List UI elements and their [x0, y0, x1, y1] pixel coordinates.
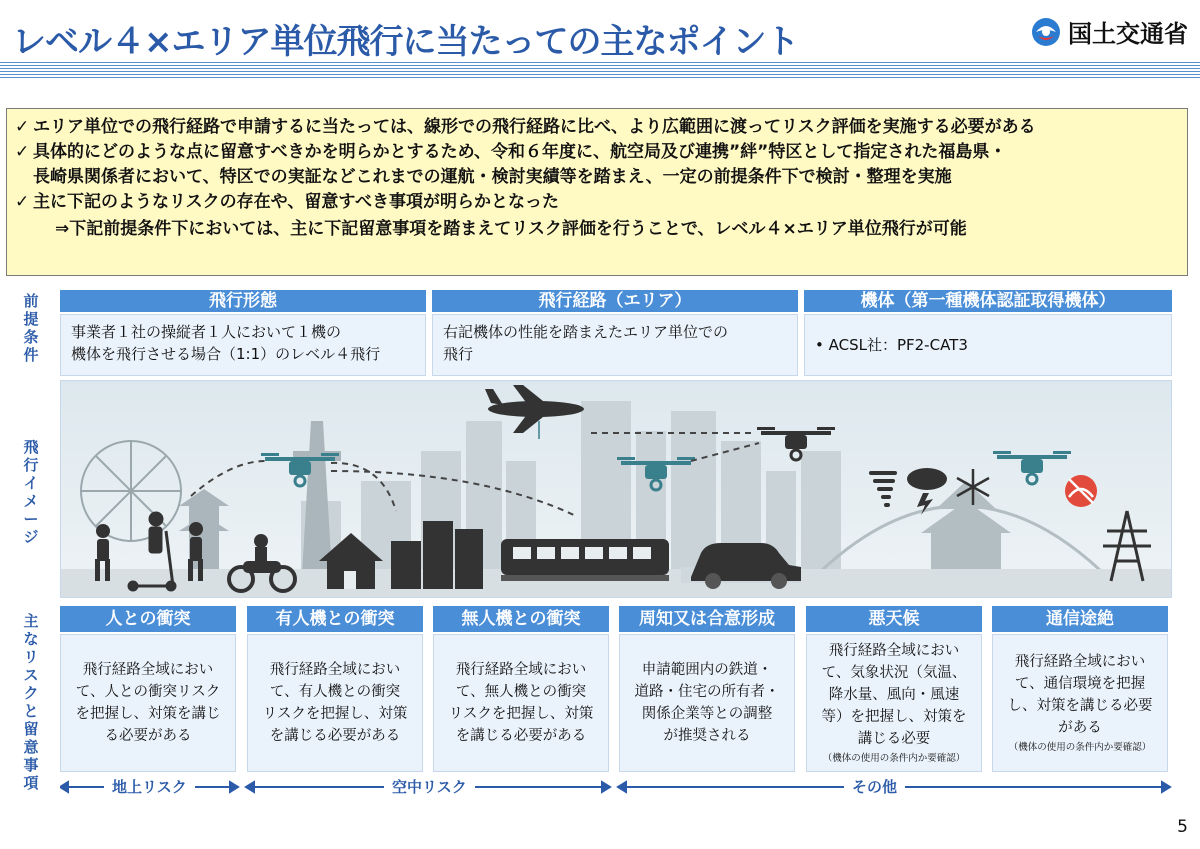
- summary-point-continuation: 長崎県関係者において、特区での実証などこれまでの運航・検討実績等を踏まえ、一定の前提条件下で検討・整理を実施: [33, 167, 952, 187]
- signal-lost-icon: [1065, 475, 1097, 507]
- condition-title-flight-mode: 飛行形態: [60, 290, 426, 312]
- category-label-air: 空中リスク: [384, 776, 475, 797]
- summary-point: ✓ 主に下記のようなリスクの存在や、留意すべき事項が明らかとなった: [15, 190, 1179, 215]
- condition-body-flight-route: 右記機体の性能を踏まえたエリア単位での 飛行: [432, 314, 798, 376]
- risk-note: （機体の使用の条件内か要確認）: [822, 753, 966, 764]
- flight-image-illustration: [60, 380, 1172, 598]
- flight-scene-svg: [61, 381, 1172, 598]
- risk-title-bad-weather: 悪天候: [806, 606, 982, 632]
- ministry-name: 国土交通省: [1068, 20, 1188, 48]
- condition-body-flight-mode: 事業者１社の操縦者１人において１機の 機体を飛行させる場合（1:1）のレベル４飛行: [60, 314, 426, 376]
- summary-box: [6, 108, 1188, 276]
- category-arrows: [60, 778, 1172, 796]
- risk-note: （機体の使用の条件内か要確認）: [1008, 742, 1152, 753]
- tornado-icon: [869, 471, 897, 507]
- side-label-image: 飛行イメージ: [23, 438, 39, 546]
- risk-body-people: 飛行経路全域におい て、人との衝突リスク を把握し、対策を講じ る必要がある: [60, 634, 236, 772]
- check-icon: ✓: [15, 117, 30, 137]
- condition-body-aircraft: • ACSL社：PF2-CAT3: [804, 314, 1172, 376]
- ferris-wheel-icon: [81, 441, 181, 541]
- risk-body-manned-aircraft: 飛行経路全域におい て、有人機との衝突 リスクを把握し、対策 を講じる必要がある: [247, 634, 423, 772]
- summary-point: ✓ エリア単位での飛行経路で申請するに当たっては、線形での飛行経路に比べ、より広範囲に渡ってリスク評価を実施する必要がある: [15, 115, 1179, 140]
- page-number: 5: [1177, 817, 1188, 837]
- category-label-ground: 地上リスク: [104, 776, 195, 797]
- risk-body-bad-weather: 飛行経路全域におい て、気象状況（気温、 降水量、風向・風速 等）を把握し、対策を 講じる必要 （機体の使用の条件内か要確認）: [806, 634, 982, 772]
- category-label-other: その他: [844, 776, 905, 797]
- risk-title-drones: 無人機との衝突: [433, 606, 609, 632]
- risk-body-comm-loss: 飛行経路全域におい て、通信環境を把握 し、対策を講じる必要 がある （機体の使用の条件内か要確認）: [992, 634, 1168, 772]
- condition-title-flight-route: 飛行経路（エリア）: [432, 290, 798, 312]
- ministry-logo-icon: [1030, 16, 1062, 48]
- condition-title-aircraft: 機体（第一種機体認証取得機体）: [804, 290, 1172, 312]
- risk-title-consensus: 周知又は合意形成: [619, 606, 795, 632]
- risk-body-consensus: 申請範囲内の鉄道・ 道路・住宅の所有者・ 関係企業等との調整 が推奨される: [619, 634, 795, 772]
- drone-icon: [261, 453, 339, 486]
- risk-title-manned-aircraft: 有人機との衝突: [247, 606, 423, 632]
- ministry-logo-group: [1030, 14, 1188, 49]
- summary-point: ✓ 具体的にどのような点に留意すべきかを明らかとするため、令和６年度に、航空局及び連携”絆”特区として指定された福島県・: [15, 140, 1179, 165]
- page-title: レベル４×エリア単位飛行に当たっての主なポイント: [12, 22, 799, 62]
- title-underline-bar: [0, 62, 1200, 78]
- drone-icon: [993, 451, 1071, 484]
- summary-conclusion: ⇒下記前提条件下においては、主に下記留意事項を踏まえてリスク評価を行うことで、レベル４×エリア単位飛行が可能: [55, 219, 967, 239]
- risk-body-drones: 飛行経路全域におい て、無人機との衝突 リスクを把握し、対策 を講じる必要がある: [433, 634, 609, 772]
- side-label-conditions: 前提条件: [23, 292, 39, 364]
- risk-title-people: 人との衝突: [60, 606, 236, 632]
- side-label-risks: 主なリスクと留意事項: [23, 612, 39, 792]
- train-icon: [501, 539, 669, 581]
- check-icon: ✓: [15, 142, 30, 162]
- check-icon: ✓: [15, 192, 30, 212]
- risk-title-comm-loss: 通信途絶: [992, 606, 1168, 632]
